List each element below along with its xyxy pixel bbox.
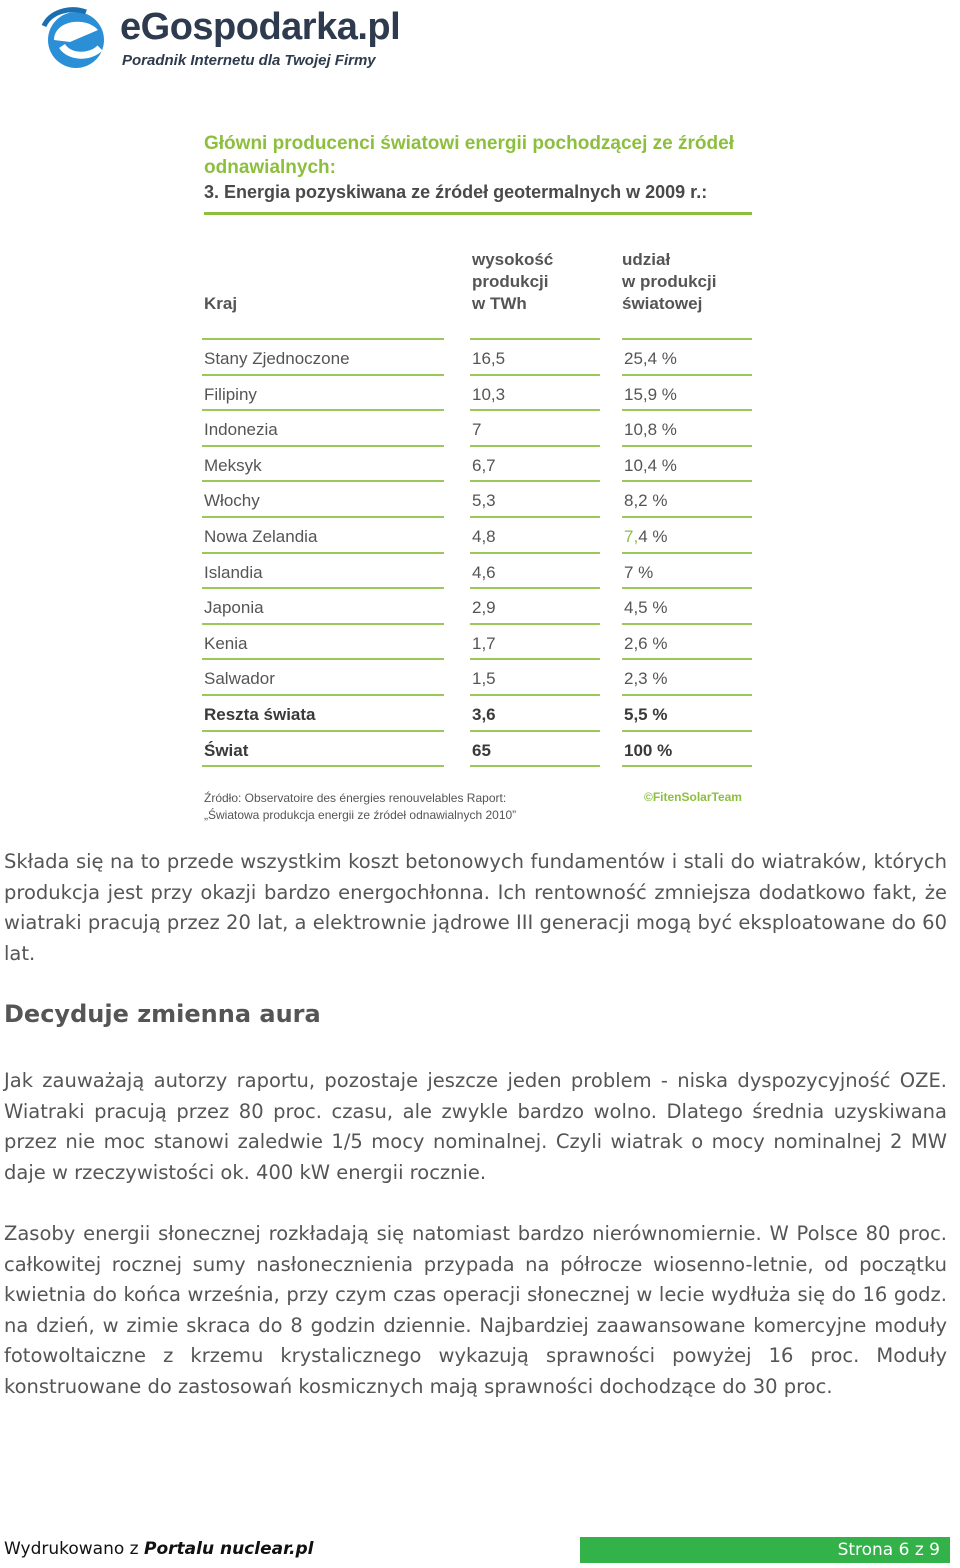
- production-cell: 4,6: [472, 562, 496, 582]
- figure-source-line: „Światowa produkcja energii ze źródeł odnawialnych 2010”: [204, 808, 517, 822]
- row-rule: [470, 765, 600, 767]
- table-row: [200, 589, 756, 625]
- logo-title: eGospodarka.pl: [120, 6, 401, 48]
- production-cell: 2,9: [472, 598, 496, 618]
- production-cell: 1,5: [472, 669, 496, 689]
- share-cell: 7 %: [624, 562, 654, 582]
- country-cell: Filipiny: [204, 384, 257, 404]
- table-row: [200, 554, 756, 590]
- share-cell: 10,8 %: [624, 420, 677, 440]
- column-header-share-line: udział: [622, 250, 671, 269]
- country-cell: Stany Zjednoczone: [204, 349, 350, 368]
- paragraph: Składa się na to przede wszystkim koszt betonowych fundamentów i stali do wiatraków, których produkcja jest przy okazji bardzo energochłonna. Ich rentowność zmniejsza dodatkowo fakt, że wiatraki pracują przez 20 lat, a elektrownie jądrowe III generacji mogą być eksploatowane do 60 lat.: [4, 850, 947, 965]
- production-cell: 10,3: [472, 384, 506, 404]
- country-cell: Reszta świata: [204, 704, 316, 724]
- production-cell: 16,5: [472, 349, 506, 368]
- country-cell: Meksyk: [204, 455, 262, 475]
- production-cell: 7: [472, 420, 482, 440]
- paragraph: Jak zauważają autorzy raportu, pozostaje jeszcze jeden problem - niska dyspozycyjność OZE. Wiatraki pracują przez 80 proc. czasu, ale zwykle bardzo wolno. Dlatego średnia uzyskiwana przez nie moc stanowi zaledwie 1/5 mocy nominalnej. Czyli wiatrak o mocy nominalnej 2 MW daje w rzeczywistości ok. 400 kW energii rocznie.: [4, 1069, 947, 1184]
- country-cell: Nowa Zelandia: [204, 526, 318, 546]
- figure-title: Główni producenci światowi energii pochodzącej ze źródeł odnawialnych:: [204, 133, 734, 178]
- column-header-production: [472, 249, 553, 315]
- share-cell-rest: 4 %: [638, 526, 668, 546]
- country-cell: Islandia: [204, 562, 263, 582]
- country-cell: Włochy: [204, 491, 260, 511]
- table-row-rest-of-world: [200, 696, 756, 732]
- paragraph: Zasoby energii słonecznej rozkładają się natomiast bardzo nierównomiernie. W Polsce 80 proc. całkowitej rocznej sumy nasłonecznienia przypada na półrocze wiosenno-letnie, od początku kwietnia do końca września, przy czym czas operacji słonecznej w lecie wydłuża się do 16 godz. na dzień, w zimie skraca do 8 godzin dziennie. Najbardziej zaawansowane komercyjne moduły fotowoltaiczne z krzemu krystalicznego wykazują sprawności powyżej 16 proc. Moduły konstruowane do zastosowań kosmicznych mają sprawności dochodzące do 30 proc.: [4, 1222, 947, 1398]
- footer-printed-from: [4, 1539, 314, 1559]
- site-logo[interactable]: [40, 4, 460, 76]
- figure-source-line: Źródło: Observatoire des énergies renouvelables Raport:: [204, 791, 507, 805]
- column-header-production-line: produkcji: [472, 272, 549, 291]
- figure-top-rule: [204, 212, 752, 215]
- table-row-world-total: [200, 732, 756, 768]
- production-cell: 65: [472, 740, 491, 760]
- geothermal-table-figure: [200, 132, 756, 832]
- footer-prefix: Wydrukowano z: [4, 1539, 144, 1559]
- country-cell: Japonia: [204, 598, 264, 618]
- table-row: [200, 518, 756, 554]
- page-number: Strona 6 z 9: [837, 1540, 940, 1560]
- table-row: [200, 482, 756, 518]
- column-header-share: [622, 249, 716, 315]
- column-header-production-line: w TWh: [472, 294, 527, 313]
- share-cell: [624, 527, 667, 547]
- share-cell: 4,5 %: [624, 598, 668, 618]
- column-header-share-line: w produkcji: [622, 272, 717, 291]
- table-body: [200, 330, 756, 767]
- logo-subtitle: Poradnik Internetu dla Twojej Firmy: [122, 52, 376, 69]
- production-cell: 6,7: [472, 455, 496, 475]
- column-header-production-line: wysokość: [472, 250, 554, 269]
- footer-page-bar: [580, 1537, 950, 1563]
- production-cell: 1,7: [472, 633, 496, 653]
- row-rule: [622, 765, 752, 767]
- share-cell: 10,4 %: [624, 455, 677, 475]
- share-cell: 15,9 %: [624, 384, 677, 404]
- share-cell: 100 %: [624, 740, 673, 760]
- section-heading: Decyduje zmienna aura: [4, 1000, 321, 1028]
- table-row: [200, 660, 756, 696]
- table-row: [200, 411, 756, 447]
- share-cell: 2,6 %: [624, 633, 668, 653]
- column-header-share-line: światowej: [622, 294, 703, 313]
- figure-credit: ©FitenSolarTeam: [644, 790, 742, 804]
- share-cell: 8,2 %: [624, 491, 668, 511]
- table-row: [200, 340, 756, 376]
- share-cell: 2,3 %: [624, 669, 668, 689]
- production-cell: 3,6: [472, 704, 496, 724]
- country-cell: Kenia: [204, 633, 248, 653]
- share-cell: 5,5 %: [624, 704, 668, 724]
- country-cell: Indonezia: [204, 420, 278, 440]
- share-cell: 25,4 %: [624, 349, 677, 368]
- row-rule: [202, 765, 444, 767]
- production-cell: 5,3: [472, 491, 496, 511]
- column-header-country: Kraj: [204, 294, 238, 313]
- figure-source: [204, 790, 516, 824]
- production-cell: 4,8: [472, 526, 496, 546]
- table-row: [200, 625, 756, 661]
- figure-subtitle: 3. Energia pozyskiwana ze źródeł geotermalnych w 2009 r.:: [204, 182, 708, 202]
- table-row: [200, 447, 756, 483]
- header-underline-row: [200, 330, 756, 340]
- share-cell-highlight: 7,: [624, 526, 639, 546]
- e-swirl-logo-icon: [40, 6, 110, 72]
- table-row: [200, 376, 756, 412]
- footer-portal-link[interactable]: Portalu nuclear.pl: [144, 1539, 314, 1559]
- country-cell: Salwador: [204, 669, 275, 689]
- country-cell: Świat: [204, 740, 249, 760]
